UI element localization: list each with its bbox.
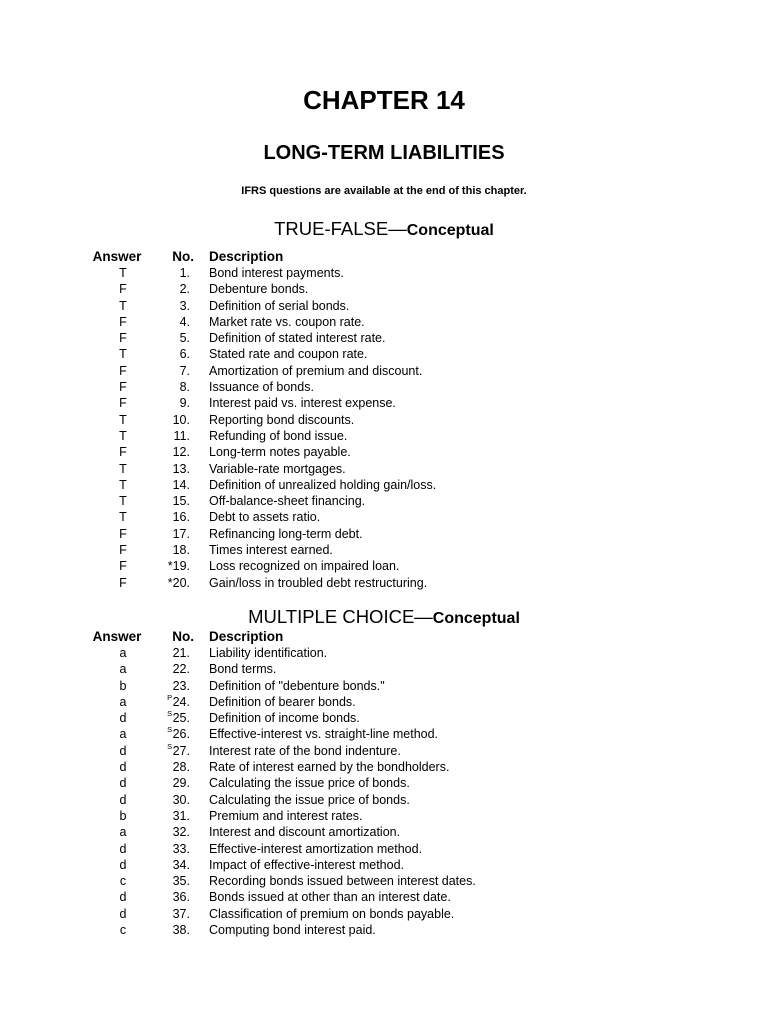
- table-row: [0, 857, 768, 873]
- description-cell: Premium and interest rates.: [209, 808, 363, 823]
- number-text: 3.: [179, 298, 190, 313]
- table-row: [0, 841, 768, 857]
- table-row: [0, 759, 768, 775]
- description-cell: Bond terms.: [209, 662, 277, 677]
- number-cell: [150, 759, 190, 775]
- table-row: [0, 824, 768, 840]
- description-cell: Definition of income bonds.: [209, 711, 360, 726]
- answer-cell: d: [119, 760, 127, 775]
- table-row: [0, 558, 768, 574]
- number-text: 17.: [172, 526, 190, 541]
- number-text: 24.: [172, 694, 190, 709]
- description-cell: Calculating the issue price of bonds.: [209, 776, 410, 791]
- number-text: 12.: [172, 445, 190, 460]
- table-row: [0, 265, 768, 281]
- table-row: [0, 792, 768, 808]
- table-row: [0, 922, 768, 938]
- number-cell: [150, 477, 190, 493]
- description-cell: Debenture bonds.: [209, 282, 309, 297]
- number-cell: [150, 645, 190, 661]
- number-cell: [150, 298, 190, 314]
- table-row: [0, 645, 768, 661]
- number-text: 14.: [172, 477, 190, 492]
- description-cell: Recording bonds issued between interest dates.: [209, 874, 476, 889]
- table-row: [0, 726, 768, 742]
- answer-cell: T: [119, 461, 127, 476]
- answer-cell: F: [119, 526, 127, 541]
- description-cell: Classification of premium on bonds payable.: [209, 906, 455, 921]
- chapter-title: CHAPTER 14: [303, 85, 465, 115]
- number-text: 6.: [179, 347, 190, 362]
- answer-cell: F: [119, 331, 127, 346]
- description-cell: Effective-interest vs. straight-line method.: [209, 727, 439, 742]
- description-cell: Refinancing long-term debt.: [209, 526, 363, 541]
- number-text: 29.: [172, 776, 190, 791]
- description-cell: Definition of bearer bonds.: [209, 694, 356, 709]
- table-row: [0, 346, 768, 362]
- answer-column-header: Answer: [92, 249, 142, 264]
- number-cell: [150, 841, 190, 857]
- description-cell: Loss recognized on impaired loan.: [209, 559, 400, 574]
- table-row: [0, 330, 768, 346]
- description-cell: Definition of unrealized holding gain/loss.: [209, 477, 437, 492]
- number-text: 2.: [179, 282, 190, 297]
- answer-cell: b: [119, 808, 127, 823]
- number-text: 22.: [172, 662, 190, 677]
- number-text: 33.: [172, 841, 190, 856]
- number-text: 9.: [179, 396, 190, 411]
- number-cell: [150, 922, 190, 938]
- table-row: [0, 379, 768, 395]
- number-text: 26.: [172, 727, 190, 742]
- number-text: 8.: [179, 380, 190, 395]
- answer-cell: d: [119, 776, 127, 791]
- section-title: MULTIPLE CHOICE—: [248, 606, 433, 627]
- number-cell: [150, 792, 190, 808]
- number-text: 27.: [172, 743, 190, 758]
- answer-cell: T: [119, 412, 127, 427]
- answer-cell: d: [119, 890, 127, 905]
- description-cell: Interest paid vs. interest expense.: [209, 396, 396, 411]
- answer-cell: F: [119, 445, 127, 460]
- description-cell: Impact of effective-interest method.: [209, 857, 405, 872]
- table-row: [0, 889, 768, 905]
- table-row: [0, 661, 768, 677]
- number-cell: [150, 678, 190, 694]
- description-cell: Stated rate and coupon rate.: [209, 347, 368, 362]
- number-cell: [150, 726, 190, 742]
- table-row: [0, 808, 768, 824]
- table-row: [0, 281, 768, 297]
- number-text: 7.: [179, 363, 190, 378]
- table-row: [0, 743, 768, 759]
- number-cell: [150, 412, 190, 428]
- description-cell: Amortization of premium and discount.: [209, 363, 423, 378]
- number-text: 1.: [179, 266, 190, 280]
- question-mark-superscript: S: [167, 741, 173, 751]
- answer-cell: d: [119, 743, 127, 758]
- number-cell: [150, 330, 190, 346]
- description-cell: Calculating the issue price of bonds.: [209, 792, 410, 807]
- number-text: 25.: [172, 711, 190, 726]
- number-column-header: No.: [172, 249, 194, 264]
- ifrs-note: IFRS questions are available at the end of this chapter.: [241, 185, 527, 197]
- answer-cell: d: [119, 792, 127, 807]
- number-cell: [150, 428, 190, 444]
- number-text: 13.: [172, 461, 190, 476]
- table-row: [0, 363, 768, 379]
- number-cell: [150, 461, 190, 477]
- number-cell: [150, 743, 190, 759]
- answer-cell: a: [119, 727, 127, 742]
- number-cell: [150, 346, 190, 362]
- number-cell: [150, 558, 190, 574]
- table-row: [0, 493, 768, 509]
- table-row: [0, 509, 768, 525]
- number-cell: [150, 509, 190, 525]
- chapter-subtitle: LONG-TERM LIABILITIES: [263, 142, 505, 164]
- table-row: [0, 412, 768, 428]
- number-text: 16.: [172, 510, 190, 525]
- number-text: 11.: [173, 428, 190, 443]
- table-row: [0, 678, 768, 694]
- table-row: [0, 477, 768, 493]
- answer-cell: a: [119, 662, 127, 677]
- number-cell: [150, 694, 190, 710]
- table-row: [0, 873, 768, 889]
- number-cell: [150, 542, 190, 558]
- table-row: [0, 775, 768, 791]
- description-cell: Interest and discount amortization.: [209, 825, 401, 840]
- number-cell: [150, 857, 190, 873]
- answer-cell: T: [119, 494, 127, 509]
- number-text: *20.: [167, 575, 190, 590]
- table-row: [0, 298, 768, 314]
- description-column-header: Description: [209, 249, 284, 264]
- number-cell: [150, 493, 190, 509]
- table-row: [0, 575, 768, 591]
- number-cell: [150, 363, 190, 379]
- answer-cell: F: [119, 380, 127, 395]
- section-subtitle: Conceptual: [406, 222, 494, 239]
- table-row: [0, 906, 768, 922]
- number-text: 18.: [172, 543, 190, 558]
- number-text: 36.: [172, 890, 190, 905]
- answer-cell: F: [119, 363, 127, 378]
- answer-cell: d: [119, 857, 127, 872]
- description-cell: Effective-interest amortization method.: [209, 841, 423, 856]
- description-cell: Bond interest payments.: [209, 266, 344, 280]
- number-text: 15.: [172, 494, 190, 509]
- number-text: 32.: [172, 825, 190, 840]
- table-row: [0, 428, 768, 444]
- answer-cell: a: [119, 825, 127, 840]
- description-cell: Debt to assets ratio.: [209, 510, 321, 525]
- description-cell: Rate of interest earned by the bondholders.: [209, 760, 450, 775]
- table-row: [0, 694, 768, 710]
- number-cell: [150, 889, 190, 905]
- number-cell: [150, 575, 190, 591]
- description-cell: Bonds issued at other than an interest date.: [209, 890, 451, 905]
- section-heading-true-false: [0, 217, 768, 243]
- question-mark-superscript: S: [167, 709, 173, 719]
- true-false-table: [0, 248, 768, 591]
- number-text: 23.: [172, 678, 190, 693]
- number-cell: [150, 808, 190, 824]
- number-text: 37.: [172, 906, 190, 921]
- answer-cell: F: [119, 559, 127, 574]
- description-cell: Computing bond interest paid.: [209, 923, 376, 938]
- description-cell: Gain/loss in troubled debt restructuring.: [209, 575, 428, 590]
- question-mark-superscript: P: [167, 692, 173, 702]
- number-cell: [150, 444, 190, 460]
- number-cell: [150, 395, 190, 411]
- number-cell: [150, 379, 190, 395]
- description-cell: Liability identification.: [209, 646, 328, 660]
- description-column-header: Description: [209, 629, 284, 644]
- number-text: 4.: [179, 314, 190, 329]
- number-cell: [150, 824, 190, 840]
- number-cell: [150, 775, 190, 791]
- number-text: 28.: [172, 760, 190, 775]
- description-cell: Issuance of bonds.: [209, 380, 314, 395]
- multiple-choice-table: [0, 628, 768, 938]
- table-row: [0, 710, 768, 726]
- answer-cell: b: [119, 678, 127, 693]
- answer-cell: F: [119, 575, 127, 590]
- answer-cell: T: [119, 477, 127, 492]
- number-text: 34.: [172, 857, 190, 872]
- number-text: 21.: [172, 646, 190, 660]
- table-header: [0, 248, 768, 265]
- number-cell: [150, 906, 190, 922]
- description-cell: Definition of stated interest rate.: [209, 331, 386, 346]
- number-text: 35.: [172, 874, 190, 889]
- answer-cell: d: [119, 906, 127, 921]
- answer-cell: T: [119, 298, 127, 313]
- answer-cell: T: [119, 266, 127, 280]
- answer-cell: F: [119, 314, 127, 329]
- answer-cell: d: [119, 841, 127, 856]
- number-cell: [150, 526, 190, 542]
- description-cell: Definition of serial bonds.: [209, 298, 350, 313]
- number-cell: [150, 873, 190, 889]
- table-row: [0, 542, 768, 558]
- description-cell: Variable-rate mortgages.: [209, 461, 346, 476]
- answer-cell: F: [119, 282, 127, 297]
- description-cell: Definition of "debenture bonds.": [209, 678, 385, 693]
- table-row: [0, 314, 768, 330]
- description-cell: Market rate vs. coupon rate.: [209, 314, 365, 329]
- description-cell: Long-term notes payable.: [209, 445, 351, 460]
- number-text: 5.: [179, 331, 190, 346]
- table-header: [0, 628, 768, 645]
- number-text: 30.: [172, 792, 190, 807]
- number-cell: [150, 281, 190, 297]
- answer-cell: c: [119, 923, 127, 938]
- section-subtitle: Conceptual: [432, 610, 520, 627]
- table-row: [0, 444, 768, 460]
- description-cell: Interest rate of the bond indenture.: [209, 743, 401, 758]
- description-cell: Times interest earned.: [209, 543, 333, 558]
- answer-cell: T: [119, 347, 127, 362]
- answer-cell: T: [119, 428, 127, 443]
- description-cell: Off-balance-sheet financing.: [209, 494, 366, 509]
- number-text: 38.: [172, 923, 190, 938]
- answer-cell: a: [119, 646, 127, 660]
- answer-cell: a: [119, 694, 127, 709]
- answer-cell: F: [119, 396, 127, 411]
- number-cell: [150, 661, 190, 677]
- number-text: *19.: [167, 559, 190, 574]
- question-mark-superscript: S: [167, 725, 173, 735]
- section-title: TRUE-FALSE—: [274, 218, 407, 239]
- answer-column-header: Answer: [92, 629, 142, 644]
- answer-cell: F: [119, 543, 127, 558]
- number-text: 10.: [172, 412, 190, 427]
- table-row: [0, 526, 768, 542]
- answer-cell: T: [119, 510, 127, 525]
- description-cell: Reporting bond discounts.: [209, 412, 355, 427]
- answer-cell: d: [119, 711, 127, 726]
- description-cell: Refunding of bond issue.: [209, 428, 348, 443]
- answer-cell: c: [119, 874, 127, 889]
- number-cell: [150, 265, 190, 281]
- number-column-header: No.: [172, 629, 194, 644]
- table-row: [0, 395, 768, 411]
- table-row: [0, 461, 768, 477]
- number-cell: [150, 314, 190, 330]
- number-text: 31.: [172, 808, 190, 823]
